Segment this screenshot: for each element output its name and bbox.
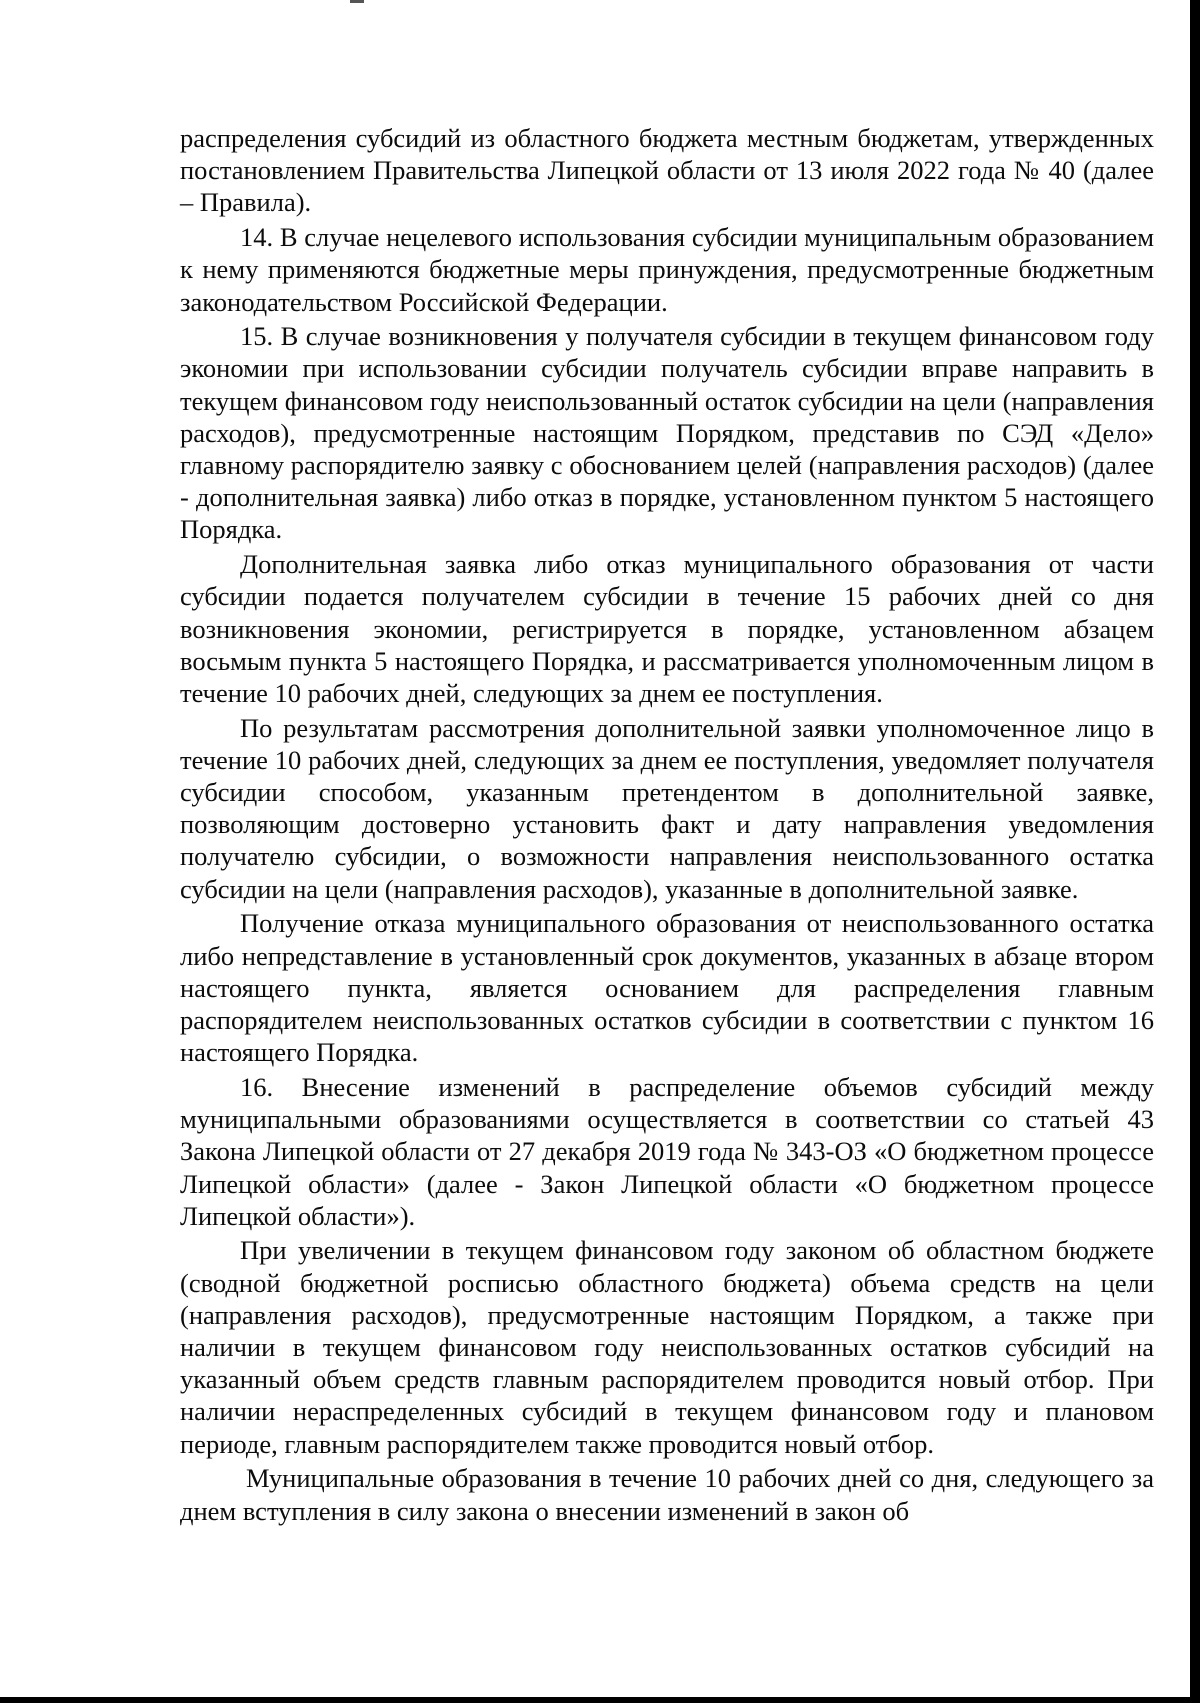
paragraph-item-15: 15. В случае возникновения у получателя субсидии в текущем финансовом году экономии при использовании субсидии получатель субсидии вправе направить в текущем финансовом году неиспользованный остаток субсидии на цели (направления расходов), предусмотренные настоящим Порядком, представив по СЭД «Дело» главному распорядителю заявку с обоснованием целей (направления расходов) (далее - дополнительная заявка) либо отказ в порядке, установленном пунктом 5 настоящего Порядка. xyxy=(180,321,1154,545)
scan-speck xyxy=(350,0,364,3)
paragraph-item-16: 16. Внесение изменений в распределение объемов субсидий между муниципальными образованиями осуществляется в соответствии со статьей 43 Закона Липецкой области от 27 декабря 2019 года № 343-ОЗ «О бюджетном процессе Липецкой области» (далее - Закон Липецкой области «О бюджетном процессе Липецкой области»). xyxy=(180,1071,1154,1231)
scan-edge-bottom xyxy=(0,1697,1200,1703)
paragraph-budget-increase: При увеличении в текущем финансовом году законом об областном бюджете (сводной бюджетной росписью областного бюджета) объема средств на цели (направления расходов), предусмотренные настоящим Порядком, а также при наличии в текущем финансовом году неиспользованных остатков субсидий на указанный объем средств главным распорядителем проводится новый отбор. При наличии нераспределенных субсидий в текущем финансовом году и плановом периоде, главным распорядителем также проводится новый отбор. xyxy=(180,1235,1154,1459)
document-body xyxy=(180,122,1154,1529)
paragraph-additional-request: Дополнительная заявка либо отказ муниципального образования от части субсидии подается получателем субсидии в течение 15 рабочих дней со дня возникновения экономии, регистрируется в порядке, установленном абзацем восьмым пункта 5 настоящего Порядка, и рассматривается уполномоченным лицом в течение 10 рабочих дней, следующих за днем ее поступления. xyxy=(180,549,1154,708)
paragraph-municipal-formations: Муниципальные образования в течение 10 рабочих дней со дня, следующего за днем вступления в силу закона о внесении изменений в закон об xyxy=(180,1463,1154,1526)
scan-edge-right xyxy=(1190,0,1200,1703)
paragraph-continuation: распределения субсидий из областного бюджета местным бюджетам, утвержденных постановлением Правительства Липецкой области от 13 июля 2022 года № 40 (далее – Правила). xyxy=(180,123,1154,218)
paragraph-refusal: Получение отказа муниципального образования от неиспользованного остатка либо непредставление в установленный срок документов, указанных в абзаце втором настоящего пункта, является основанием для распределения главным распорядителем неиспользованных остатков субсидии в соответствии с пунктом 16 настоящего Порядка. xyxy=(180,908,1154,1068)
paragraph-review-results: По результатам рассмотрения дополнительной заявки уполномоченное лицо в течение 10 рабочих дней, следующих за днем ее поступления, уведомляет получателя субсидии способом, указанным претендентом в дополнительной заявке, позволяющим достоверно установить факт и дату направления уведомления получателю субсидии, о возможности направления неиспользованного остатка субсидии на цели (направления расходов), указанные в дополнительной заявке. xyxy=(180,712,1154,904)
paragraph-item-14: 14. В случае нецелевого использования субсидии муниципальным образованием к нему применяются бюджетные меры принуждения, предусмотренные бюджетным законодательством Российской Федерации. xyxy=(180,222,1154,317)
